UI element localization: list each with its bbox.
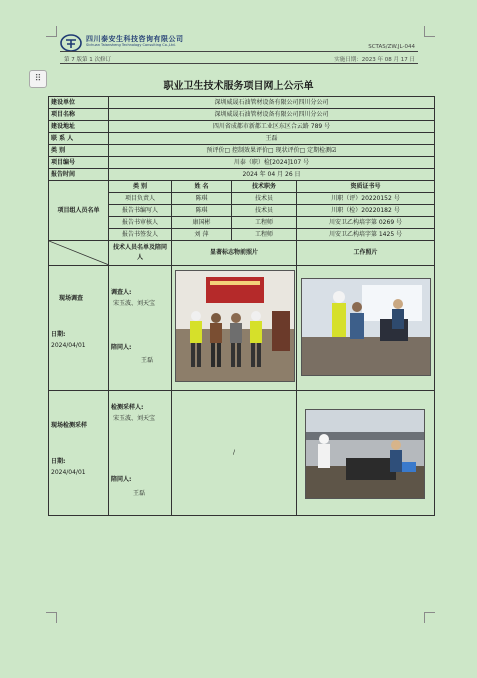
table-row — [49, 121, 435, 133]
table-row — [49, 97, 435, 109]
survey-label: 现场调查 — [59, 295, 84, 302]
crop-mark-bottom-left — [46, 612, 57, 623]
team-category: 报告书编写人 — [109, 205, 172, 217]
team-cert: 川安卫乙构培字第 0269 号 — [297, 217, 435, 229]
header-rule-top — [60, 51, 418, 52]
project-label: 项目名称 — [49, 109, 109, 121]
project-number-value: 川泰（职）检[2024]107 号 — [109, 157, 435, 169]
team-name: 刘 萍 — [172, 229, 232, 241]
page-title: 职业卫生技术服务项目网上公示单 — [163, 81, 314, 92]
table-move-handle-icon[interactable]: ⠿ — [29, 70, 47, 88]
table-row — [49, 241, 435, 266]
team-role: 技术员 — [232, 205, 297, 217]
project-number-label: 项目编号 — [49, 157, 109, 169]
team-role: 工程师 — [232, 229, 297, 241]
table-row — [49, 133, 435, 145]
contact-label: 联 系 人 — [49, 133, 109, 145]
sampling-date-label: 日期: — [51, 458, 66, 465]
team-category: 报告书签发人 — [109, 229, 172, 241]
sampling-work-photo-box — [297, 391, 434, 515]
company-name-en: Sichuan Taiansheng Technology Consulting Co.,Ltd. — [86, 43, 176, 47]
landmark-photo-image — [175, 270, 295, 382]
survey-staff-cell — [109, 266, 172, 391]
team-header-category: 类 别 — [109, 181, 172, 193]
team-category: 报告书审核人 — [109, 217, 172, 229]
team-name: 康国彬 — [172, 217, 232, 229]
survey-companion-label: 陪同人: — [111, 344, 132, 351]
investigator-label: 调查人: — [111, 289, 132, 296]
sampler-value: 宋玉波、刘天宝 — [113, 415, 156, 422]
landmark-photo-box — [172, 266, 296, 390]
sampling-landmark-cell — [172, 391, 297, 516]
sampling-label-box — [49, 391, 108, 515]
survey-staff-box — [109, 266, 171, 390]
crop-mark-top-left — [46, 26, 57, 37]
survey-date-label: 日期: — [51, 331, 66, 338]
survey-label-cell — [49, 266, 109, 391]
document-code: SCTAS/ZW.JL-044 — [368, 44, 415, 50]
company-name-cn: 四川泰安生科技咨询有限公司 — [86, 35, 184, 43]
disclosure-table — [48, 96, 435, 516]
table-row — [49, 109, 435, 121]
landmark-photo-cell — [172, 266, 297, 391]
team-header-role: 技术职务 — [232, 181, 297, 193]
table-row — [49, 169, 435, 181]
address-value: 四川省成都市新都工业区东区合云路 789 号 — [109, 121, 435, 133]
work-photo-header: 工作照片 — [297, 241, 435, 266]
team-label-text: 项目组人员名单 — [57, 207, 100, 214]
survey-work-photo-image — [301, 278, 431, 376]
landmark-photo-header: 显著标志物前照片 — [172, 241, 297, 266]
team-header-name: 姓 名 — [172, 181, 232, 193]
diagonal-line — [49, 241, 109, 265]
crop-mark-bottom-right — [424, 612, 435, 623]
survey-work-photo-cell — [297, 266, 435, 391]
team-header-cert: 资质证书号 — [297, 181, 435, 193]
sampling-work-photo-cell — [297, 391, 435, 516]
tech-staff-header: 技术人员名单及陪同人 — [109, 241, 172, 266]
table-row — [49, 391, 435, 516]
table-row — [49, 266, 435, 391]
team-cert: 川职（评）20220152 号 — [297, 193, 435, 205]
table-row — [49, 145, 435, 157]
revision-info: 第 7 版第 1 次修订 — [64, 57, 111, 63]
sampling-label: 现场检测采样 — [51, 422, 88, 429]
category-value: 预评价□ 控制效果评价□ 现状评价□ 定期检测☑ — [109, 145, 435, 157]
survey-companion-value: 王磊 — [141, 357, 154, 364]
team-cert: 川职（检）20220182 号 — [297, 205, 435, 217]
team-cert: 川安卫乙构培字第 1425 号 — [297, 229, 435, 241]
team-category: 项目负责人 — [109, 193, 172, 205]
sampler-label: 检测采样人: — [111, 404, 144, 411]
sampling-label-cell — [49, 391, 109, 516]
investigator-value: 宋玉波、刘天宝 — [113, 300, 156, 307]
company-logo-icon — [60, 34, 82, 52]
empty-cell-mark: / — [232, 449, 236, 456]
unit-label: 建设单位 — [49, 97, 109, 109]
sampling-staff-cell — [109, 391, 172, 516]
effective-date: 实施日期：2023 年 08 月 17 日 — [334, 57, 415, 63]
table-row — [49, 157, 435, 169]
header-rule-bottom — [60, 63, 418, 64]
sampling-staff-box — [109, 391, 171, 515]
survey-label-box — [49, 266, 108, 390]
sampling-companion-value: 王磊 — [133, 490, 146, 497]
address-label: 建设地址 — [49, 121, 109, 133]
sampling-work-photo-image — [305, 409, 425, 499]
project-value: 深圳威晟石油管材设备有限公司四川分公司 — [109, 109, 435, 121]
survey-work-photo-box — [297, 266, 434, 390]
table-row — [49, 181, 435, 193]
report-time-value: 2024 年 04 月 26 日 — [109, 169, 435, 181]
report-time-label: 报告时间 — [49, 169, 109, 181]
team-label — [49, 181, 109, 241]
category-label: 类 别 — [49, 145, 109, 157]
team-name: 陈琪 — [172, 193, 232, 205]
sampling-companion-label: 陪同人: — [111, 476, 132, 483]
sampling-date-value: 2024/04/01 — [51, 469, 86, 476]
crop-mark-top-right — [424, 26, 435, 37]
team-role: 工程师 — [232, 217, 297, 229]
team-role: 技术员 — [232, 193, 297, 205]
contact-value: 王磊 — [109, 133, 435, 145]
team-name: 陈琪 — [172, 205, 232, 217]
survey-date-value: 2024/04/01 — [51, 342, 86, 349]
diagonal-header-cell — [49, 241, 109, 266]
unit-value: 深圳威晟石油管材设备有限公司四川分公司 — [109, 97, 435, 109]
